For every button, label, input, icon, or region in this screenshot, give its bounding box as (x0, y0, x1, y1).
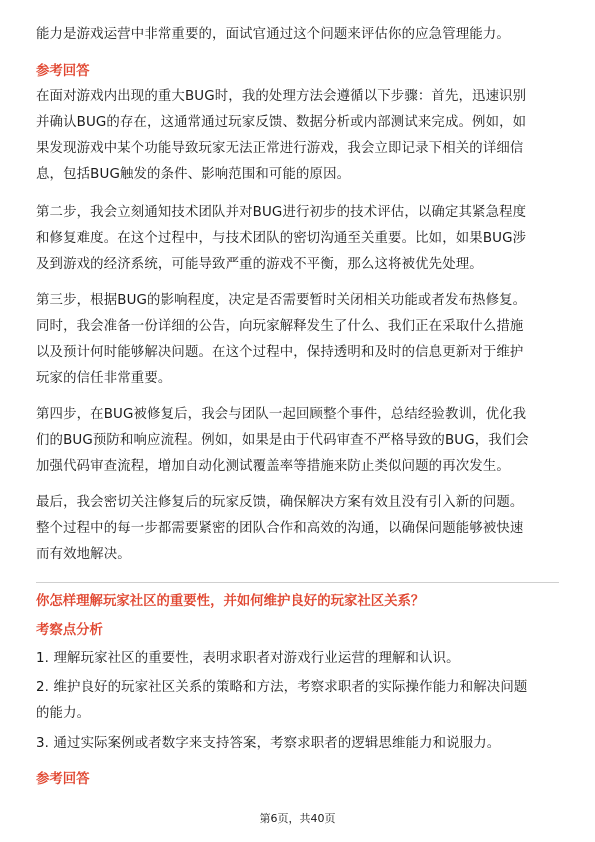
reference-answer-heading: 参考回答 (36, 772, 90, 787)
analysis-item: 1. 理解玩家社区的重要性，表明求职者对游戏行业运营的理解和认识。 (36, 651, 460, 666)
answer-line: 在面对游戏内出现的重大BUG时，我的处理方法会遵循以下步骤：首先，迅速识别 (36, 89, 527, 104)
answer-line: 玩家的信任非常重要。 (36, 371, 172, 386)
page-number: 第6页，共40页 (259, 812, 336, 825)
analysis-item: 的能力。 (36, 706, 91, 721)
answer-line: 果发现游戏中某个功能导致玩家无法正常进行游戏，我会立即记录下相关的详细信 (36, 141, 524, 156)
answer-line: 并确认BUG的存在，这通常通过玩家反馈、数据分析或内部测试来完成。例如，如 (36, 115, 527, 130)
answer-line: 以及预计何时能够解决问题。在这个过程中，保持透明和及时的信息更新对于维护 (36, 345, 524, 360)
answer-line: 们的BUG预防和响应流程。例如，如果是由于代码审查不严格导致的BUG，我们会 (36, 433, 529, 448)
analysis-item: 2. 维护良好的玩家社区关系的策略和方法，考察求职者的实际操作能力和解决问题 (36, 680, 528, 695)
answer-line: 息，包括BUG触发的条件、影响范围和可能的原因。 (36, 167, 351, 182)
reference-answer-heading: 参考回答 (36, 64, 90, 79)
question-heading: 你怎样理解玩家社区的重要性，并如何维护良好的玩家社区关系？ (36, 594, 425, 609)
answer-line: 而有效地解决。 (36, 547, 131, 562)
answer-line: 整个过程中的每一步都需要紧密的团队合作和高效的沟通，以确保问题能够被快速 (36, 521, 524, 536)
intro-tail-text: 能力是游戏运营中非常重要的，面试官通过这个问题来评估你的应急管理能力。 (36, 27, 510, 42)
section-divider (36, 582, 559, 583)
answer-line: 和修复难度。在这个过程中，与技术团队的密切沟通至关重要。比如，如果BUG涉 (36, 231, 527, 246)
answer-line: 及到游戏的经济系统，可能导致严重的游戏不平衡，那么这将被优先处理。 (36, 257, 483, 272)
answer-line: 第三步，根据BUG的影响程度，决定是否需要暂时关闭相关功能或者发布热修复。 (36, 293, 527, 308)
answer-line: 同时，我会准备一份详细的公告，向玩家解释发生了什么、我们正在采取什么措施 (36, 319, 524, 334)
analysis-item: 3. 通过实际案例或者数字来支持答案，考察求职者的逻辑思维能力和说服力。 (36, 736, 501, 751)
analysis-heading: 考察点分析 (36, 623, 103, 638)
answer-line: 第四步，在BUG被修复后，我会与团队一起回顾整个事件，总结经验教训，优化我 (36, 407, 527, 422)
answer-line: 最后，我会密切关注修复后的玩家反馈，确保解决方案有效且没有引入新的问题。 (36, 495, 524, 510)
answer-line: 加强代码审查流程，增加自动化测试覆盖率等措施来防止类似问题的再次发生。 (36, 459, 510, 474)
answer-line: 第二步，我会立刻通知技术团队并对BUG进行初步的技术评估，以确定其紧急程度 (36, 205, 527, 220)
